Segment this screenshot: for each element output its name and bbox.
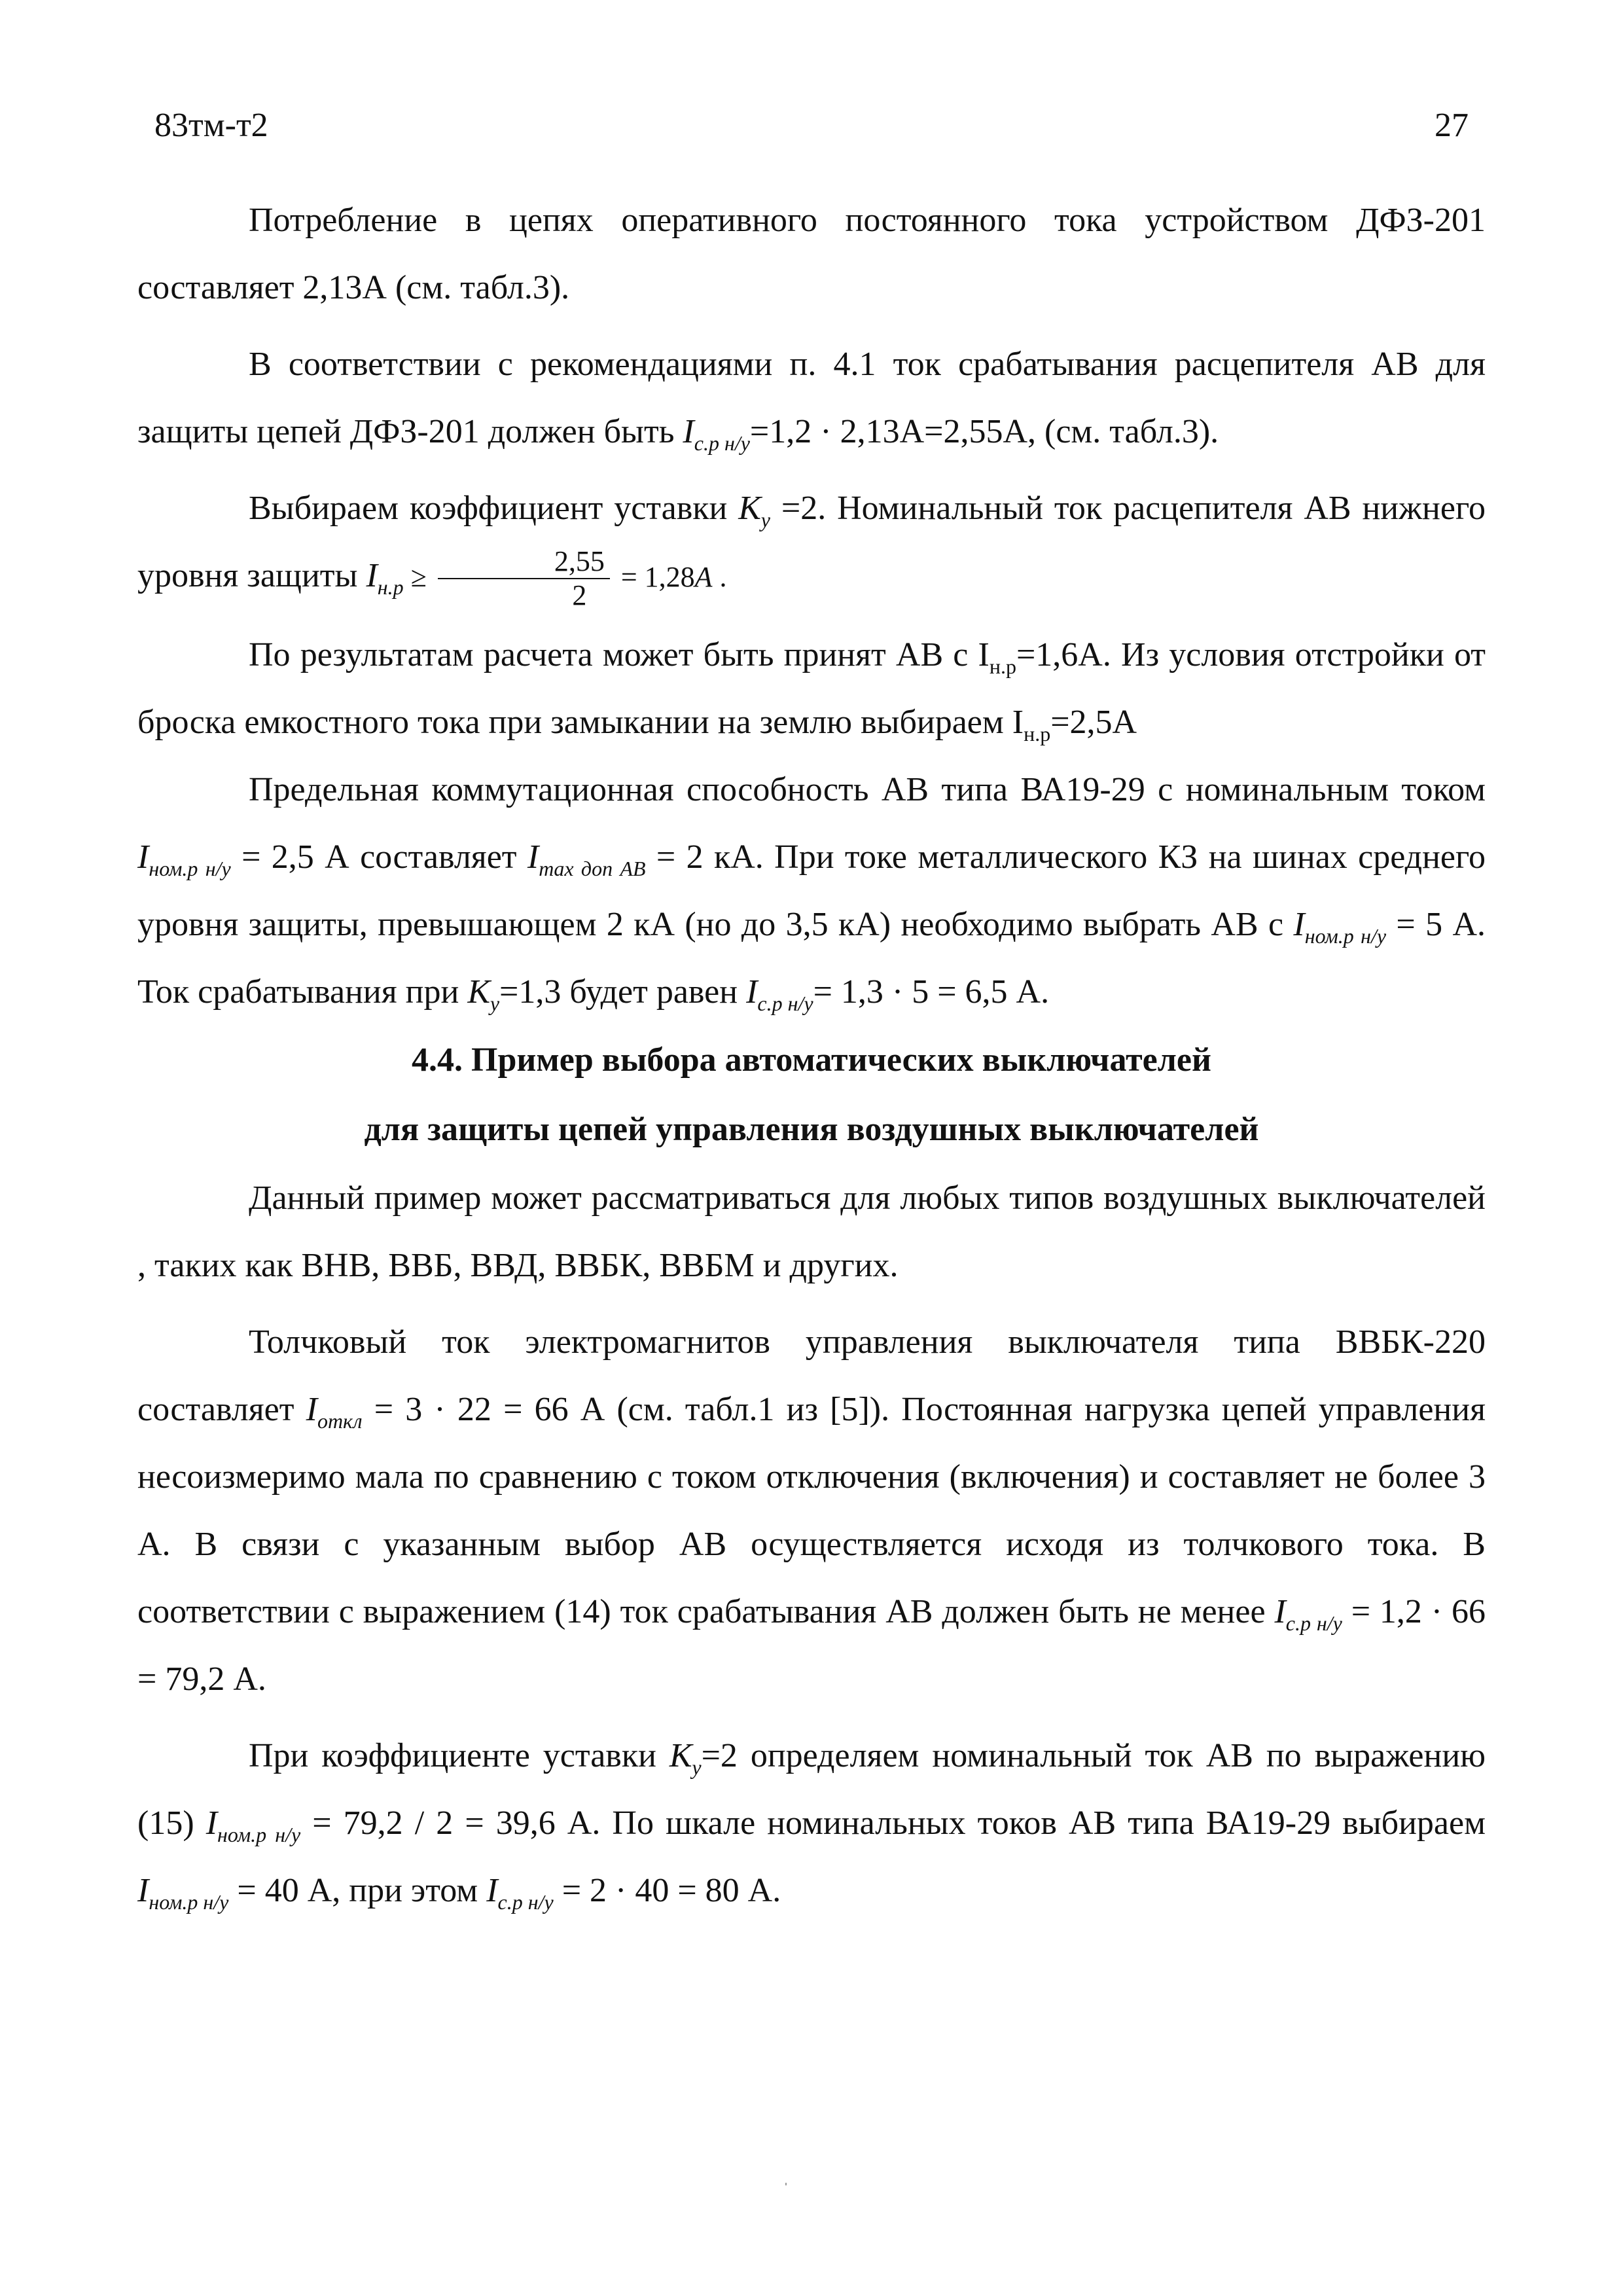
paragraph-calculation-result: По результатам расчета может быть принят АВ с $I_{н.р}=1,6А$. Из условия отстройки от броска емкостного тока при замыкании на землю выбираем $I_{н.р}=2,5А$ <box>137 636 1486 746</box>
paragraph-consumption: Потребление в цепях оперативного постоянного тока устройством ДФЗ-201 составляет 2,13А (см. табл.3). <box>137 202 1486 306</box>
paragraph-rated-current-selection: При коэффициенте уставки $К_у=2$ определяем номинальный ток АВ по выражению (15) $I_{ном.р н/у} = 79,2 / 2 = 39,6$ А. По шкале номинальных токов АВ типа ВА19-29 выбираем $I_{ном.р н/у} = 40$ А, при этом $I_{с.р н/у} = 2 \cdot 40 = 80$ А. <box>137 1737 1486 1914</box>
paragraph-breaking-capacity: Предельная коммутационная способность АВ типа ВА19-29 с номинальным током $I_{ном.р н/у} = 2,5$ А составляет $I_{max доп АВ} = 2$ кА. При токе металлического КЗ на шинах среднего уровня защиты, превышающем 2 кА (но до 3,5 кА) необходимо выбрать АВ с $I_{ном.р н/у} = 5$ А. Ток срабатывания при $К_у=1,3$ будет равен $I_{с.р н/у}= 1,3 \cdot 5 = 6,5$ А. <box>137 771 1486 1016</box>
page-body <box>137 187 1486 1924</box>
paragraph-inrush-current: Толчковый ток электромагнитов управления выключателя типа ВВБК-220 составляет $I_{откл} = 3 \cdot 22 = 66$ А (см. табл.1 из [5]). Постоянная нагрузка цепей управления несоизмеримо мала по сравнению с током отключения (включения) и составляет не более 3 А. В связи с указанным выбор АВ осуществляется исходя из толчкового тока. В соответствии с выражением (14) ток срабатывания АВ должен быть не менее $I_{с.р н/у} = 1,2 \cdot 66 = 79,2$ А. <box>137 1323 1486 1698</box>
paragraph-coefficient: Выбираем коэффициент уставки $К_у =2$. Номинальный ток расцепителя АВ нижнего уровня защиты $I_{н.р}$ ≥ $\frac{2,55}{2}$ = 1,28А . <box>137 490 1486 612</box>
section-heading: 4.4. Пример выбора автоматических выключателей для защиты цепей управления воздушных выключателей <box>364 1041 1259 1149</box>
fraction: $\frac{2,55}{2}$ <box>438 545 610 612</box>
scan-speck <box>785 2183 787 2185</box>
document-code: 83тм-т2 <box>154 107 268 144</box>
page-number: 27 <box>1435 107 1469 144</box>
paragraph-trip-current: В соответствии с рекомендациями п. 4.1 ток срабатывания расцепителя АВ для защиты цепей ДФЗ-201 должен быть $I_{с.р н/у}=1,2 \cdot 2,13А=2,55А$, (см. табл.3). <box>137 346 1486 455</box>
paragraph-example-scope: Данный пример может рассматриваться для любых типов воздушных выключателей , таких как ВНВ, ВВБ, ВВД, ВВБК, ВВБМ и других. <box>137 1179 1486 1285</box>
